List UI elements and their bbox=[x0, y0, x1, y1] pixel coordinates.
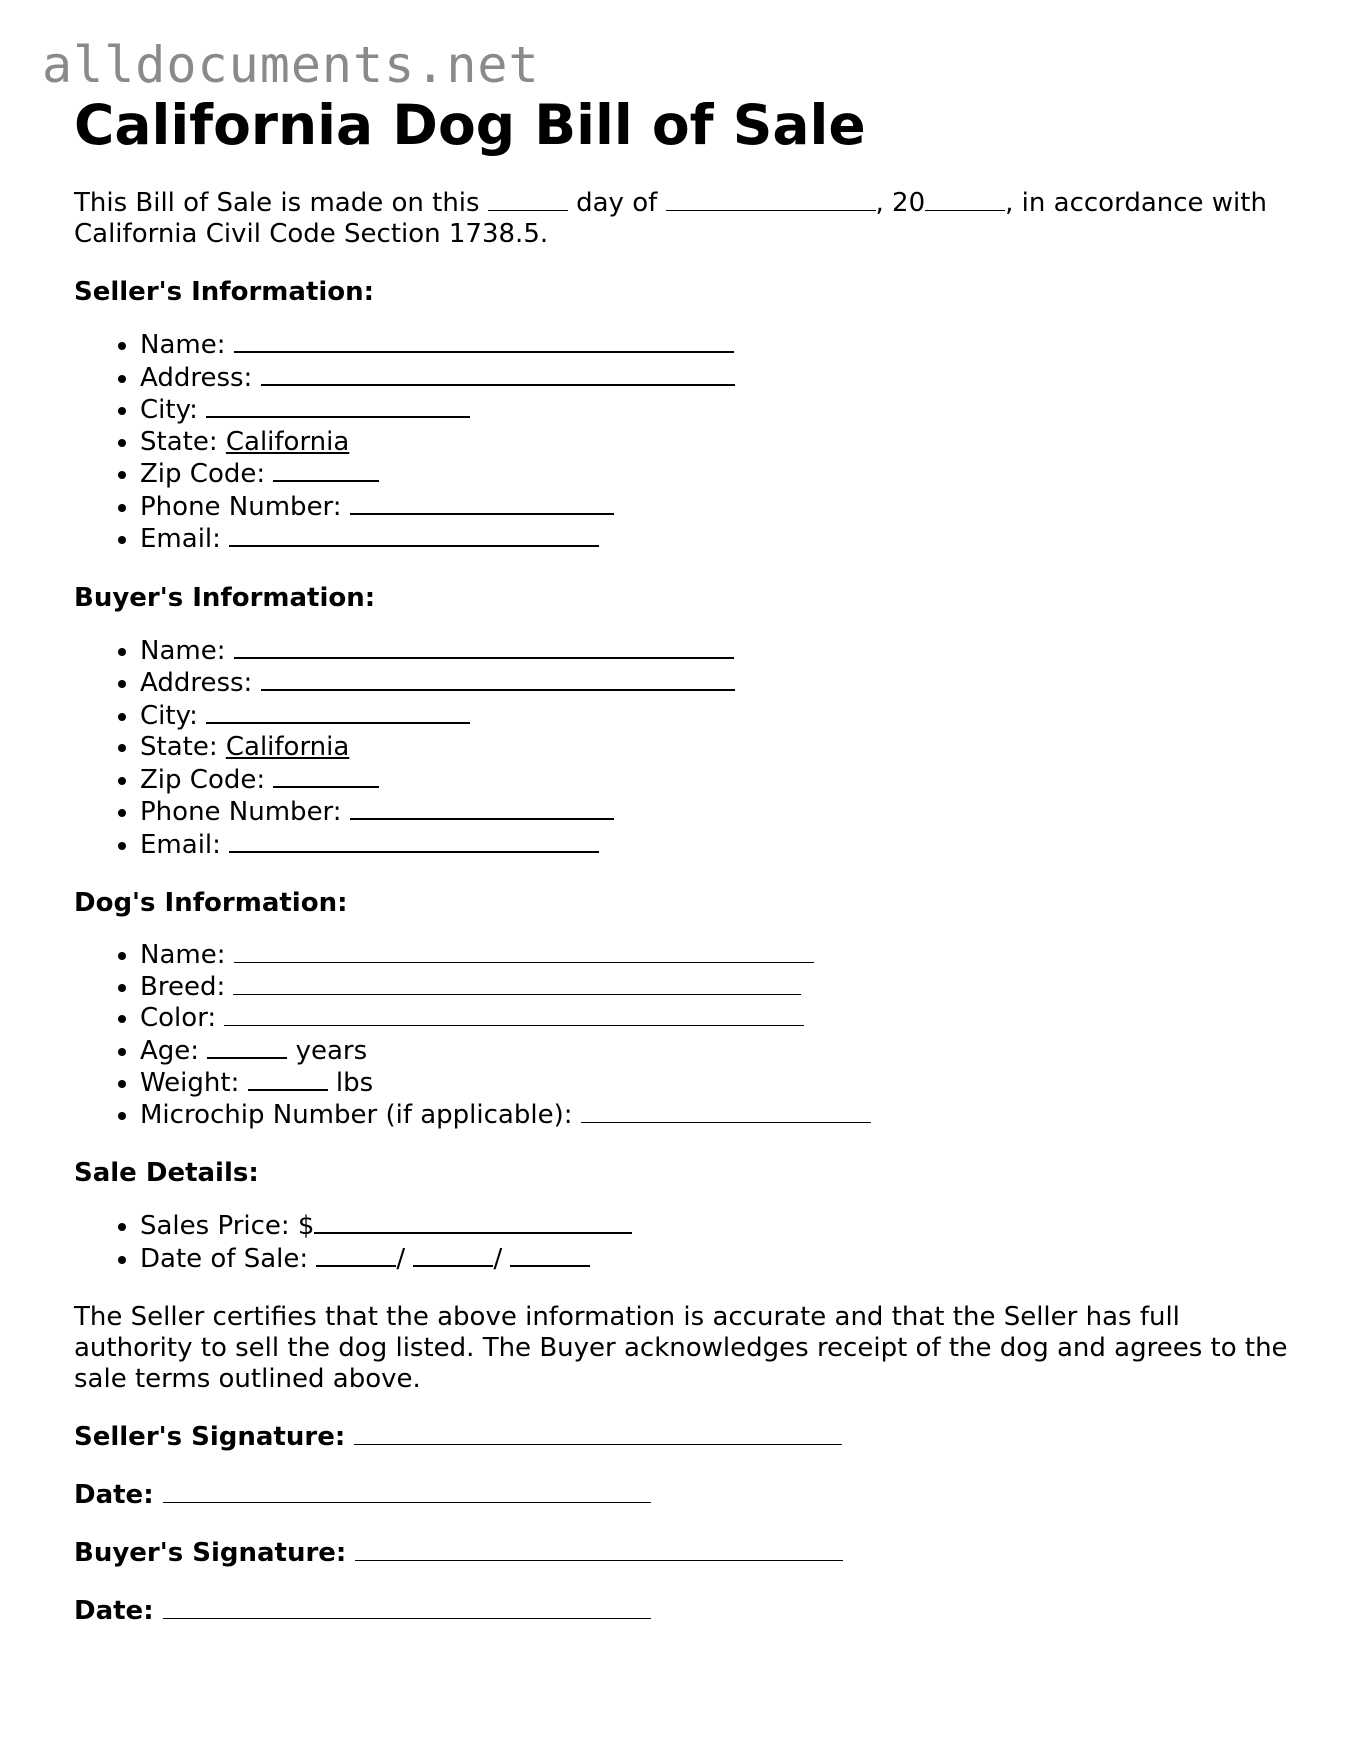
certification-paragraph: The Seller certifies that the above information is accurate and that the Seller has full authority to sell the dog listed. The Buyer acknowledges receipt of the dog and agrees to the sale terms outlined above. bbox=[74, 1302, 1288, 1394]
document-page bbox=[74, 92, 1304, 1627]
buyer-phone-label: Phone Number: bbox=[140, 797, 342, 827]
buyer-heading: Buyer's Information: bbox=[74, 582, 376, 613]
sale-price-item bbox=[140, 1210, 1304, 1243]
buyer-city-label: City: bbox=[140, 700, 198, 731]
sale-date-separator: / bbox=[396, 1243, 406, 1274]
buyer-email-item bbox=[140, 829, 1304, 862]
sale-date-label: Date of Sale: bbox=[140, 1243, 309, 1274]
buyer-info-list bbox=[74, 635, 1304, 862]
seller-city-label: City: bbox=[140, 395, 198, 425]
dog-weight-label: Weight: bbox=[140, 1068, 240, 1098]
buyer-name-item bbox=[140, 635, 1304, 668]
buyer-email-blank[interactable] bbox=[229, 829, 599, 853]
sale-details-list bbox=[74, 1210, 1304, 1275]
buyer-date-line bbox=[74, 1596, 1304, 1627]
buyer-city-item bbox=[140, 700, 1304, 733]
seller-email-label: Email: bbox=[140, 524, 221, 554]
buyer-city-blank[interactable] bbox=[206, 700, 470, 724]
dog-weight-blank[interactable] bbox=[248, 1067, 328, 1091]
sale-price-label: Sales Price: $ bbox=[140, 1211, 315, 1241]
buyer-state-label: State: bbox=[140, 732, 218, 762]
month-blank[interactable] bbox=[666, 188, 876, 211]
dog-age-blank[interactable] bbox=[207, 1035, 287, 1059]
dog-name-label: Name: bbox=[140, 940, 226, 970]
dog-microchip-label: Microchip Number (if applicable): bbox=[140, 1099, 573, 1130]
seller-date-line bbox=[74, 1480, 1304, 1511]
buyer-date-label: Date: bbox=[74, 1596, 154, 1626]
seller-city-blank[interactable] bbox=[206, 394, 470, 418]
sale-price-blank[interactable] bbox=[314, 1210, 632, 1234]
intro-text-4: , in accordance with California Civil Code Section 1738.5. bbox=[74, 188, 1267, 249]
buyer-phone-blank[interactable] bbox=[350, 796, 614, 820]
dog-breed-blank[interactable] bbox=[233, 972, 801, 995]
dog-breed-item bbox=[140, 972, 1304, 1004]
intro-text-2: day of bbox=[576, 188, 658, 218]
seller-state-item bbox=[140, 427, 1304, 459]
buyer-date-blank[interactable] bbox=[163, 1596, 651, 1619]
buyer-address-item bbox=[140, 667, 1304, 700]
seller-phone-label: Phone Number: bbox=[140, 491, 342, 522]
sale-date-day-blank[interactable] bbox=[413, 1243, 493, 1267]
sale-date-year-blank[interactable] bbox=[510, 1243, 590, 1267]
seller-signature-line bbox=[74, 1422, 1304, 1453]
seller-email-item bbox=[140, 523, 1304, 556]
dog-name-blank[interactable] bbox=[234, 940, 814, 963]
dog-color-blank[interactable] bbox=[224, 1003, 804, 1026]
intro-paragraph bbox=[74, 188, 1304, 250]
intro-text-1: This Bill of Sale is made on this bbox=[74, 188, 480, 218]
sale-date-item bbox=[140, 1243, 1304, 1276]
dog-microchip-item bbox=[140, 1100, 1304, 1132]
dog-microchip-blank[interactable] bbox=[581, 1100, 871, 1123]
seller-address-label: Address: bbox=[140, 362, 253, 393]
dog-heading: Dog's Information: bbox=[74, 888, 348, 918]
seller-address-blank[interactable] bbox=[261, 362, 735, 386]
seller-date-label: Date: bbox=[74, 1480, 154, 1510]
seller-phone-blank[interactable] bbox=[350, 491, 614, 515]
buyer-name-label: Name: bbox=[140, 635, 226, 666]
day-blank[interactable] bbox=[488, 188, 568, 211]
seller-state-label: State: bbox=[140, 426, 218, 457]
seller-signature-blank[interactable] bbox=[354, 1422, 842, 1445]
seller-zip-blank[interactable] bbox=[273, 458, 379, 482]
buyer-email-label: Email: bbox=[140, 829, 221, 860]
buyer-signature-line bbox=[74, 1538, 1304, 1569]
document-title: California Dog Bill of Sale bbox=[74, 93, 866, 157]
seller-signature-label: Seller's Signature: bbox=[74, 1422, 346, 1452]
buyer-state-item bbox=[140, 732, 1304, 764]
seller-date-blank[interactable] bbox=[163, 1480, 651, 1503]
intro-text-3: , 20 bbox=[875, 188, 926, 218]
seller-city-item bbox=[140, 394, 1304, 427]
dog-weight-item bbox=[140, 1067, 1304, 1100]
dog-age-unit: years bbox=[295, 1035, 368, 1066]
dog-name-item bbox=[140, 940, 1304, 972]
seller-address-item bbox=[140, 362, 1304, 395]
buyer-zip-item bbox=[140, 764, 1304, 797]
watermark: alldocuments.net bbox=[42, 36, 540, 94]
sale-heading: Sale Details: bbox=[74, 1158, 259, 1188]
dog-breed-label: Breed: bbox=[140, 971, 226, 1002]
buyer-signature-blank[interactable] bbox=[355, 1538, 843, 1561]
sale-date-month-blank[interactable] bbox=[316, 1243, 396, 1267]
dog-age-label: Age: bbox=[140, 1035, 200, 1066]
dog-color-label: Color: bbox=[140, 1003, 217, 1033]
seller-state-value: California bbox=[225, 426, 350, 457]
buyer-address-blank[interactable] bbox=[261, 667, 735, 691]
seller-name-blank[interactable] bbox=[234, 329, 734, 353]
buyer-state-value: California bbox=[225, 732, 350, 762]
buyer-zip-label: Zip Code: bbox=[140, 764, 266, 795]
buyer-address-label: Address: bbox=[140, 668, 253, 698]
buyer-name-blank[interactable] bbox=[234, 635, 734, 659]
seller-info-list bbox=[74, 329, 1304, 556]
seller-zip-item bbox=[140, 458, 1304, 491]
dog-info-list bbox=[74, 940, 1304, 1131]
dog-weight-unit: lbs bbox=[335, 1068, 374, 1098]
seller-heading: Seller's Information: bbox=[74, 277, 375, 307]
sale-date-separator: / bbox=[493, 1243, 503, 1274]
buyer-signature-label: Buyer's Signature: bbox=[74, 1538, 347, 1568]
buyer-zip-blank[interactable] bbox=[273, 764, 379, 788]
year-blank[interactable] bbox=[925, 188, 1005, 211]
dog-color-item bbox=[140, 1003, 1304, 1035]
seller-email-blank[interactable] bbox=[229, 523, 599, 547]
dog-age-item bbox=[140, 1035, 1304, 1068]
buyer-phone-item bbox=[140, 796, 1304, 829]
seller-name-item bbox=[140, 329, 1304, 362]
seller-zip-label: Zip Code: bbox=[140, 459, 266, 489]
seller-phone-item bbox=[140, 491, 1304, 524]
seller-name-label: Name: bbox=[140, 330, 226, 360]
